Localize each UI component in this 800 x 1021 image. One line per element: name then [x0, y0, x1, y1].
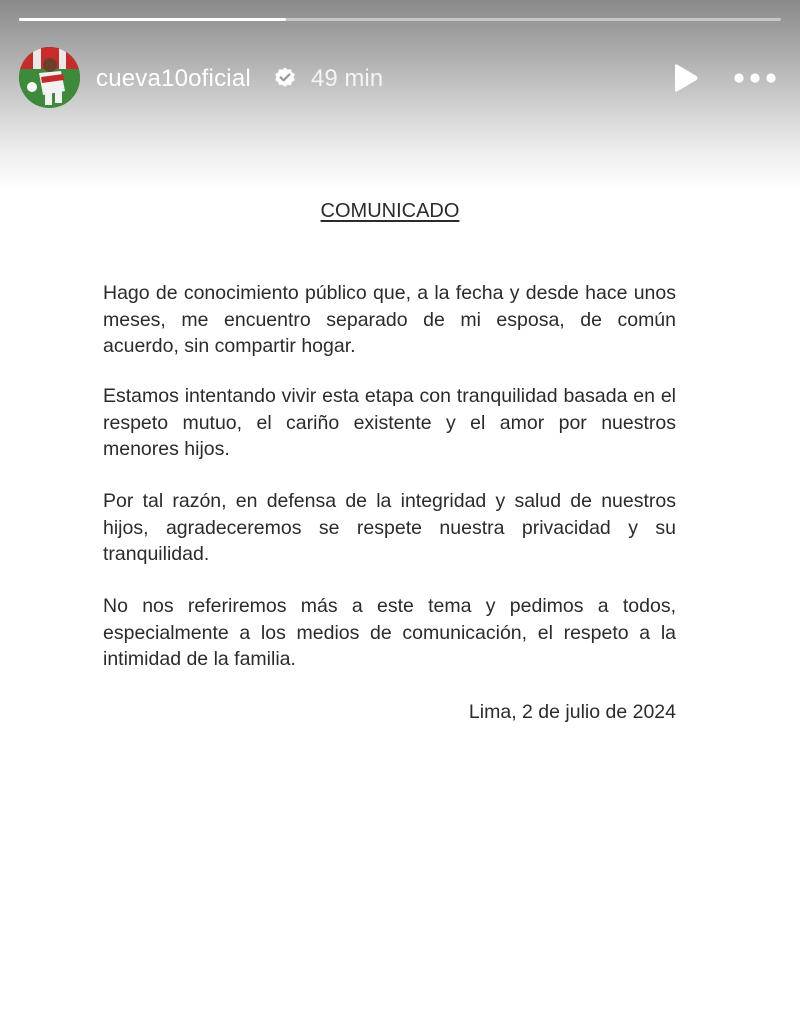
- document-paragraph: Estamos intentando vivir esta etapa con tranquilidad basada en el respeto mutuo, el cariño existente y el amor por nuestros menores hijos.: [103, 385, 676, 460]
- more-options-icon[interactable]: [733, 70, 777, 86]
- document-signature: Lima, 2 de julio de 2024: [468, 701, 676, 723]
- story-timestamp: 49 min: [311, 65, 384, 92]
- story-progress-bar: [19, 18, 781, 21]
- statement-document: [0, 190, 800, 1021]
- story-progress-fill: [19, 18, 286, 21]
- avatar-image: [19, 47, 80, 108]
- document-paragraph: Hago de conocimiento público que, a la fecha y desde hace unos meses, me encuentro separado de mi esposa, de común acuerdo, sin compartir hogar.: [103, 282, 676, 357]
- play-icon[interactable]: [670, 62, 700, 94]
- story-username[interactable]: cueva10oficial: [96, 65, 251, 92]
- document-title: COMUNICADO: [320, 200, 460, 222]
- document-paragraph: Por tal razón, en defensa de la integridad y salud de nuestros hijos, agradeceremos se respete nuestra privacidad y su tranquilidad.: [103, 490, 676, 565]
- verified-badge-icon: [273, 66, 297, 90]
- avatar[interactable]: [19, 47, 80, 108]
- story-header: [0, 0, 800, 190]
- document-paragraph: No nos referiremos más a este tema y pedimos a todos, especialmente a los medios de comunicación, el respeto a la intimidad de la familia.: [103, 595, 676, 670]
